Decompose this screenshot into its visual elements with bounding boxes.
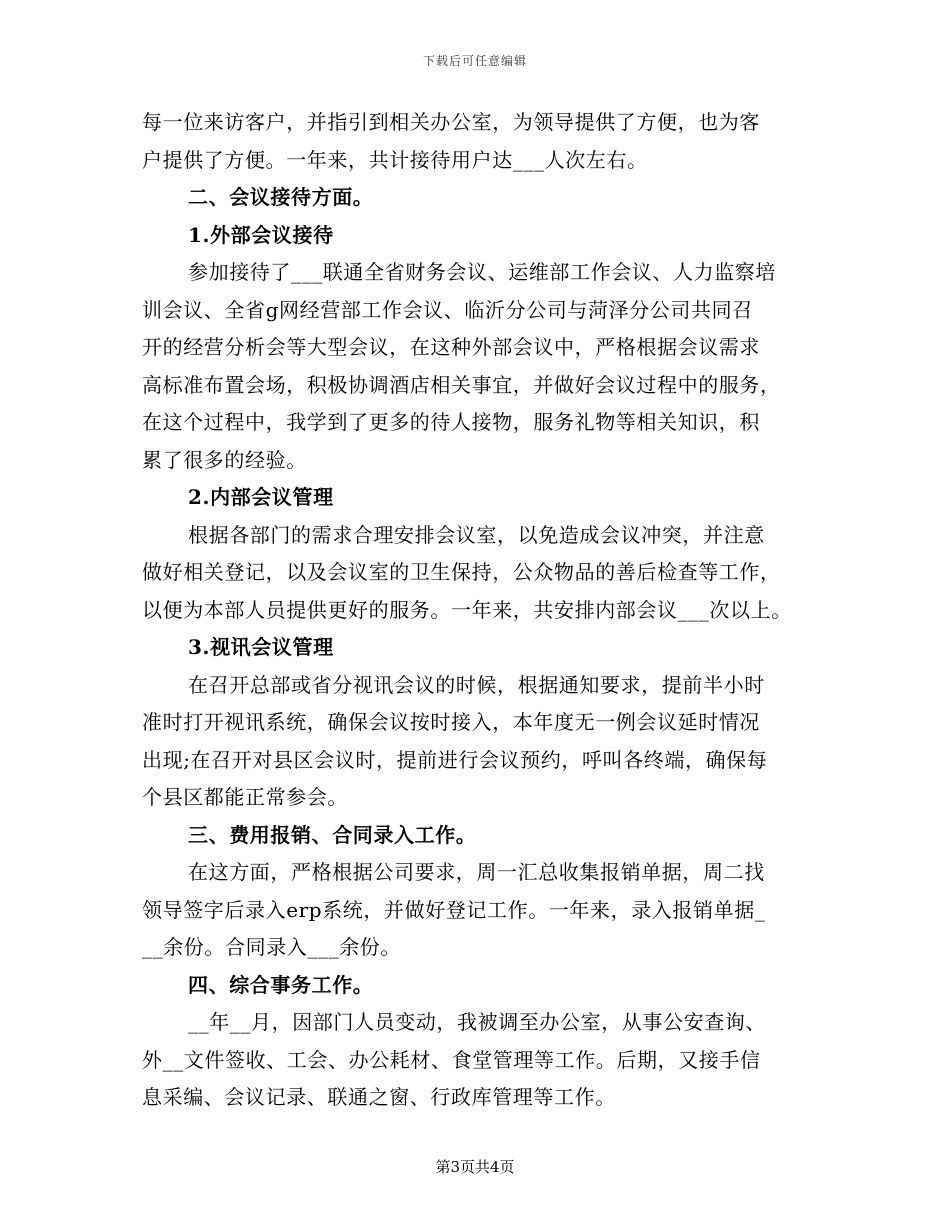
body-line: 户提供了方便。一年来，共计接待用户达___人次左右。 [142, 147, 648, 172]
body-line: 做好相关登记，以及会议室的卫生保持，公众物品的善后检查等工作， [142, 560, 781, 584]
subsection-heading: 1.外部会议接待 [188, 222, 334, 247]
section-heading: 三、费用报销、合同录入工作。 [188, 822, 477, 847]
body-line: 准时打开视讯系统，确保会议按时接入，本年度无一例会议延时情况 [142, 710, 760, 734]
section-heading: 四、综合事务工作。 [188, 972, 374, 997]
body-line: 训会议、全省g网经营部工作会议、临沂分公司与菏泽分公司共同召 [142, 297, 753, 322]
body-line: __年__月，因部门人员变动，我被调至办公室，从事公安查询、 [188, 1010, 766, 1034]
body-line: 在这方面，严格根据公司要求，周一汇总收集报销单据，周二找 [188, 860, 765, 884]
body-line: __余份。合同录入___余份。 [142, 935, 401, 959]
subsection-heading: 3.视讯会议管理 [188, 635, 334, 659]
body-line: 开的经营分析会等大型会议，在这种外部会议中，严格根据会议需求 [142, 335, 760, 359]
subsection-heading: 2.内部会议管理 [188, 485, 334, 509]
body-line: 参加接待了___联通全省财务会议、运维部工作会议、人力监察培 [188, 260, 776, 284]
body-line: 出现;在召开对县区会议时，提前进行会议预约，呼叫各终端，确保每 [142, 747, 768, 772]
section-heading: 二、会议接待方面。 [188, 185, 374, 209]
body-line: 在这个过程中，我学到了更多的待人接物，服务礼物等相关知识，积 [142, 410, 760, 434]
body-line: 领导签字后录入erp系统，并做好登记工作。一年来，录入报销单据_ [142, 897, 766, 922]
body-line: 外__文件签收、工会、办公耗材、食堂管理等工作。后期，又接手信 [142, 1047, 761, 1072]
body-line: 息采编、会议记录、联通之窗、行政库管理等工作。 [142, 1085, 616, 1109]
document-body [142, 104, 810, 1117]
page-footer: 第3页共4页 [435, 1158, 515, 1176]
body-line: 个县区都能正常参会。 [142, 785, 348, 809]
body-line: 累了很多的经验。 [142, 447, 307, 472]
body-line: 每一位来访客户，并指引到相关办公室，为领导提供了方便，也为客 [142, 110, 760, 134]
body-line: 以便为本部人员提供更好的服务。一年来，共安排内部会议___次以上。 [142, 597, 792, 622]
page-header: 下载后可任意编辑 [422, 54, 527, 68]
body-line: 高标准布置会场，积极协调酒店相关事宜，并做好会议过程中的服务， [142, 372, 781, 397]
body-line: 根据各部门的需求合理安排会议室，以免造成会议冲突，并注意 [188, 522, 765, 547]
body-line: 在召开总部或省分视讯会议的时候，根据通知要求，提前半小时 [188, 672, 765, 697]
